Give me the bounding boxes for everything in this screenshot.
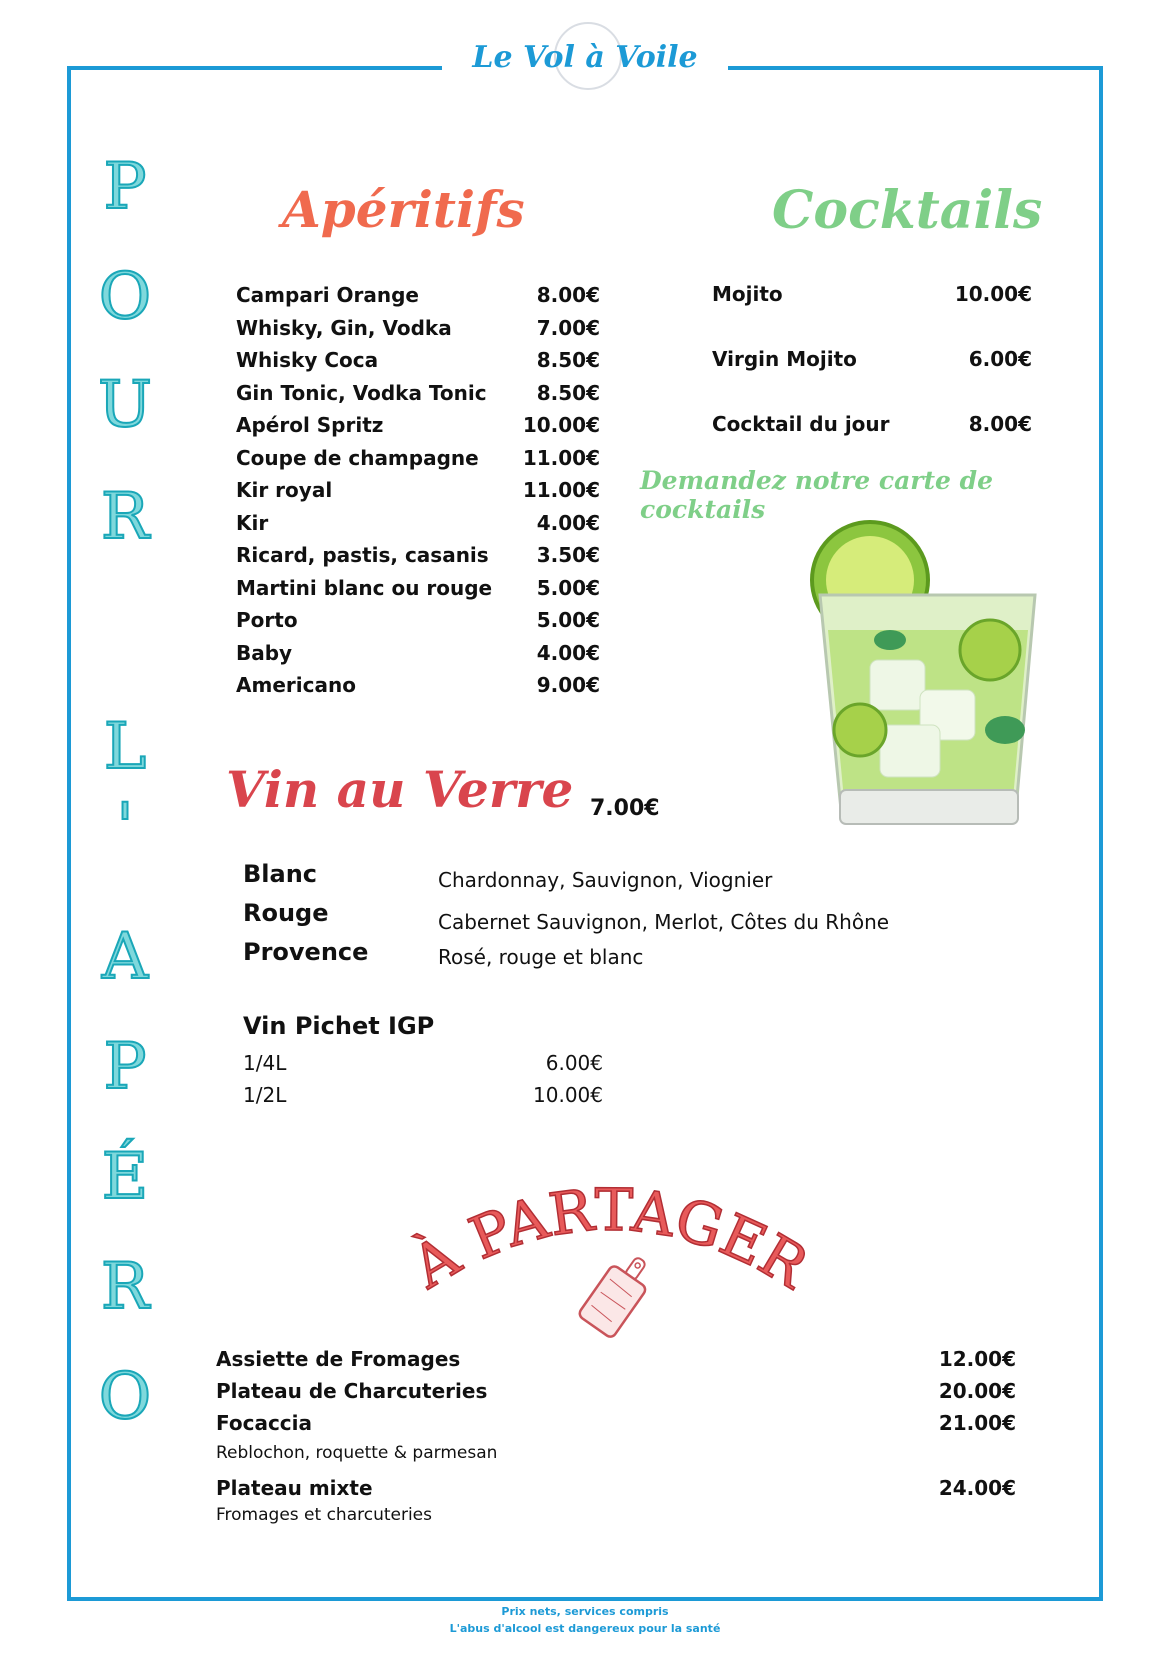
footer-line: L'abus d'alcool est dangereux pour la santé	[449, 1622, 721, 1635]
aperitif-row	[236, 576, 600, 600]
cocktails-title: Cocktails	[772, 180, 1043, 241]
pichet-row	[243, 1083, 603, 1107]
aperitif-name: Ricard, pastis, casanis	[236, 543, 489, 567]
side-letter: P	[103, 150, 147, 224]
cocktail-price: 10.00€	[954, 282, 1032, 306]
aperitif-name: Kir royal	[236, 478, 333, 502]
aperitifs-title: Apéritifs	[282, 180, 525, 239]
aperitif-name: Porto	[236, 608, 298, 632]
share-row	[216, 1347, 1016, 1371]
cocktail-glass-illustration	[790, 520, 1040, 840]
aperitif-row	[236, 348, 600, 372]
cocktail-name: Mojito	[712, 282, 783, 306]
aperitif-price: 5.00€	[536, 575, 600, 600]
footer-line: Prix nets, services compris	[501, 1605, 669, 1618]
aperitif-name: Campari Orange	[236, 283, 419, 307]
aperitif-name: Americano	[236, 673, 356, 697]
share-row	[216, 1476, 1016, 1500]
side-letter: O	[98, 260, 152, 334]
aperitif-row	[236, 446, 600, 470]
aperitif-price: 8.50€	[536, 380, 600, 405]
wine-type-label: Provence	[243, 938, 369, 966]
cocktail-price: 6.00€	[968, 347, 1032, 371]
aperitif-price: 5.00€	[536, 608, 600, 632]
wine-type-desc: Cabernet Sauvignon, Merlot, Côtes du Rhône	[438, 910, 890, 934]
share-item-name: Plateau mixte	[216, 1476, 373, 1500]
aperitif-row	[236, 543, 600, 567]
brand-logo	[442, 18, 728, 98]
side-letter: R	[100, 1250, 150, 1324]
side-letter: '	[116, 790, 134, 864]
share-item-name: Plateau de Charcuteries	[216, 1379, 488, 1403]
aperitif-price: 11.00€	[522, 478, 600, 502]
cocktail-price: 8.00€	[968, 412, 1032, 436]
aperitif-name: Whisky, Gin, Vodka	[236, 315, 452, 340]
aperitif-price: 10.00€	[522, 413, 600, 437]
share-item-sub: Fromages et charcuteries	[216, 1505, 433, 1525]
wine-type-desc: Chardonnay, Sauvignon, Viognier	[438, 868, 773, 892]
share-item-name: Assiette de Fromages	[216, 1347, 461, 1371]
side-letter: O	[98, 1360, 152, 1434]
share-item-price: 21.00€	[938, 1411, 1016, 1435]
aperitif-row	[236, 511, 600, 535]
aperitif-row	[236, 478, 600, 502]
cocktail-row	[712, 412, 1032, 436]
cutting-board-icon	[572, 1250, 662, 1340]
pichet-size: 1/2L	[243, 1083, 287, 1107]
share-title-path: À PARTAGER	[400, 1175, 820, 1302]
wine-title: Vin au Verre	[226, 760, 574, 819]
aperitif-name: Gin Tonic, Vodka Tonic	[236, 380, 487, 405]
share-item-name: Focaccia	[216, 1411, 313, 1435]
side-letter: L	[103, 710, 147, 784]
pichet-row	[243, 1051, 603, 1075]
aperitif-name: Baby	[236, 640, 293, 665]
side-letter: R	[100, 480, 150, 554]
cocktail-row	[712, 347, 1032, 371]
aperitif-price: 4.00€	[536, 510, 600, 535]
cocktail-name: Virgin Mojito	[712, 347, 857, 371]
share-item-sub: Reblochon, roquette & parmesan	[216, 1443, 498, 1463]
aperitif-name: Apérol Spritz	[236, 413, 384, 437]
aperitif-row	[236, 316, 600, 340]
aperitif-price: 8.00€	[536, 283, 600, 307]
share-row	[216, 1379, 1016, 1403]
aperitif-row	[236, 608, 600, 632]
aperitif-name: Whisky Coca	[236, 348, 379, 372]
side-letter: P	[103, 1030, 147, 1104]
side-title	[90, 150, 160, 1530]
aperitif-row	[236, 283, 600, 307]
cocktail-name: Cocktail du jour	[712, 412, 890, 436]
wine-type-desc: Rosé, rouge et blanc	[438, 945, 644, 969]
aperitif-price: 8.50€	[536, 348, 600, 372]
share-item-price: 20.00€	[938, 1379, 1016, 1403]
wine-type-label: Blanc	[243, 860, 318, 888]
brand-name: Le Vol à Voile	[472, 40, 698, 75]
share-row	[216, 1411, 1016, 1435]
share-item-price: 12.00€	[938, 1347, 1016, 1371]
aperitif-name: Kir	[236, 510, 269, 535]
aperitif-row	[236, 381, 600, 405]
pichet-price: 10.00€	[533, 1083, 603, 1107]
aperitif-name: Coupe de champagne	[236, 445, 479, 470]
aperitif-name: Martini blanc ou rouge	[236, 575, 493, 600]
share-item-price: 24.00€	[938, 1476, 1016, 1500]
wine-type-label: Rouge	[243, 899, 329, 927]
side-letter: U	[98, 368, 152, 442]
wine-price: 7.00€	[590, 796, 660, 821]
aperitif-price: 4.00€	[536, 640, 600, 665]
pichet-price: 6.00€	[545, 1051, 603, 1075]
aperitif-price: 11.00€	[522, 445, 600, 470]
cocktail-note: Demandez notre carte de cocktails	[640, 466, 994, 524]
pichet-size: 1/4L	[243, 1051, 287, 1075]
aperitif-row	[236, 413, 600, 437]
aperitif-price: 9.00€	[536, 673, 600, 697]
aperitif-price: 3.50€	[536, 543, 600, 567]
pichet-title: Vin Pichet IGP	[243, 1012, 435, 1040]
cocktail-row	[712, 282, 1032, 306]
side-letter: É	[101, 1140, 149, 1214]
aperitif-price: 7.00€	[536, 315, 600, 340]
aperitif-row	[236, 673, 600, 697]
side-letter: A	[101, 920, 149, 994]
aperitif-row	[236, 641, 600, 665]
